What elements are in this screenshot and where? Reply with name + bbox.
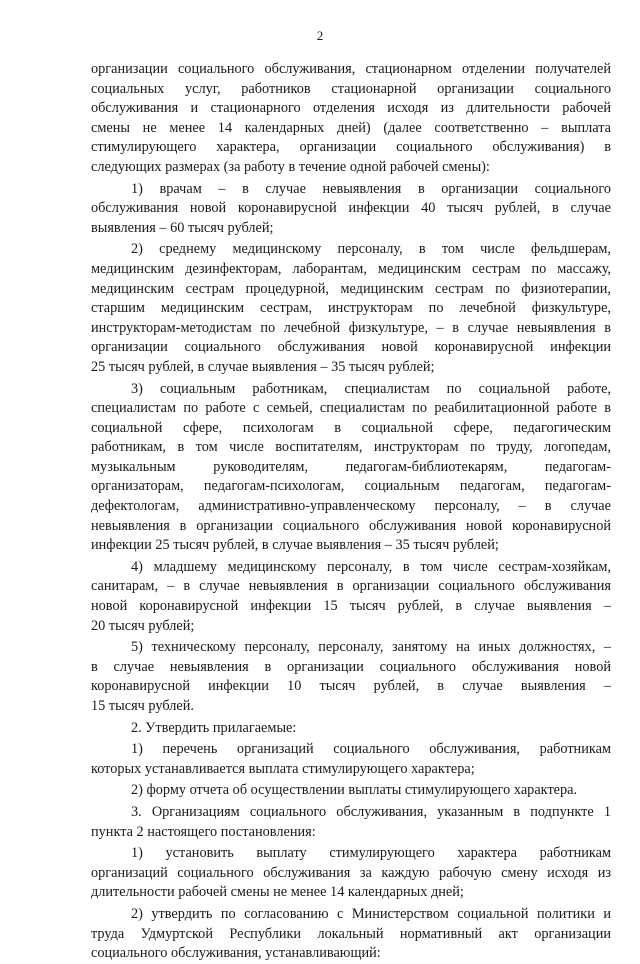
page-number: 2 — [316, 28, 324, 43]
text-line: 1) установить выплату стимулирующего характера работникам — [131, 845, 611, 862]
text-line: выявления – 60 тысяч рублей; — [91, 219, 274, 236]
text-line: медицинским сестрам процедурной, медицинским сестрам по физиотерапии, — [91, 280, 611, 297]
text-line: организаций социального обслуживания за каждую рабочую смену исходя из — [91, 864, 611, 881]
paragraph — [91, 380, 611, 556]
text-line: невыявления в организации социального обслуживания новой коронавирусной — [91, 517, 611, 534]
text-line: обслуживания и стационарного отделения исходя из длительности рабочей — [91, 100, 611, 117]
text-line: обслуживания новой коронавирусной инфекции 40 тысяч рублей, в случае — [91, 200, 611, 217]
text-line: дефектологам, административно-управленческому персоналу, – в случае — [91, 498, 611, 515]
text-line: музыкальным руководителям, педагогам-библиотекарям, педагогам- — [91, 458, 611, 475]
text-line: социальной сфере, психологам в социальной сфере, педагогическим — [91, 419, 611, 436]
text-line: которых устанавливается выплата стимулирующего характера; — [91, 760, 475, 777]
text-line: 3) социальным работникам, специалистам по социальной работе, — [131, 380, 611, 397]
paragraph — [91, 638, 611, 716]
text-line: 25 тысяч рублей, в случае выявления – 35 тысяч рублей; — [91, 358, 435, 375]
text-line: 2. Утвердить прилагаемые: — [131, 719, 297, 736]
text-line: организации социального обслуживания, стационарном отделении получателей — [91, 61, 611, 77]
text-line: 3. Организациям социального обслуживания, указанным в подпункте 1 — [131, 803, 611, 820]
text-line: работникам, в том числе воспитателям, инструкторам по труду, логопедам, — [91, 439, 611, 456]
text-line: организаторам, педагогам-психологам, социальным педагогам, педагогам- — [91, 478, 611, 495]
text-line: социального обслуживания, устанавливающий: — [91, 945, 381, 962]
text-line: организации социального обслуживания новой коронавирусной инфекции — [91, 339, 611, 356]
paragraph — [91, 803, 611, 842]
paragraph — [91, 60, 611, 178]
text-line: коронавирусной инфекции 10 тысяч рублей, в случае выявления – — [91, 678, 611, 695]
paragraph — [91, 180, 611, 239]
text-line: смены не менее 14 календарных дней) (далее соответственно – выплата — [91, 119, 611, 136]
text-line: старшим медицинским сестрам, инструкторам по лечебной физкультуре, — [91, 300, 611, 317]
text-line: медицинским дезинфекторам, лаборантам, медицинским сестрам по массажу, — [91, 260, 611, 277]
paragraph — [91, 781, 611, 801]
text-line: 1) врачам – в случае невыявления в организации социального — [131, 180, 611, 197]
text-line: 4) младшему медицинскому персоналу, в том числе сестрам-хозяйкам, — [131, 558, 611, 575]
paragraph — [91, 740, 611, 779]
text-line: в случае невыявления в организации социального обслуживания новой — [91, 658, 611, 675]
text-line: труда Удмуртской Республики локальный нормативный акт организации — [91, 925, 611, 942]
text-line: пункта 2 настоящего постановления: — [91, 823, 316, 840]
text-line: 2) среднему медицинскому персоналу, в том числе фельдшерам, — [131, 241, 611, 258]
text-line: следующих размерах (за работу в течение одной рабочей смены): — [91, 158, 490, 175]
paragraph — [91, 558, 611, 636]
text-line: санитарам, – в случае невыявления в организации социального обслуживания — [91, 578, 611, 595]
text-line: 1) перечень организаций социального обслуживания, работникам — [131, 741, 611, 758]
document-body — [91, 60, 611, 964]
text-line: 15 тысяч рублей. — [91, 698, 194, 714]
text-line: длительности рабочей смены не менее 14 календарных дней; — [91, 884, 464, 901]
text-line: 5) техническому персоналу, персоналу, занятому на иных должностях, – — [131, 639, 611, 656]
paragraph — [91, 844, 611, 903]
text-line: 2) форму отчета об осуществлении выплаты стимулирующего характера. — [131, 782, 578, 799]
paragraph — [91, 905, 611, 964]
text-line: новой коронавирусной инфекции 15 тысяч рублей, в случае выявления – — [91, 598, 611, 615]
text-line: 2) утвердить по согласованию с Министерством социальной политики и — [131, 905, 611, 922]
paragraph — [91, 719, 611, 739]
paragraph — [91, 240, 611, 377]
text-line: 20 тысяч рублей; — [91, 617, 195, 634]
text-line: инфекции 25 тысяч рублей, в случае выявления – 35 тысяч рублей; — [91, 537, 499, 554]
text-line: инструкторам-методистам по лечебной физкультуре, – в случае невыявления в — [91, 319, 611, 336]
text-line: специалистам по работе с семьей, специалистам по реабилитационной работе в — [91, 400, 611, 417]
text-line: социальных услуг, работников стационарной организации социального — [91, 80, 611, 97]
text-line: стимулирующего характера, организации социального обслуживания) в — [91, 139, 611, 156]
